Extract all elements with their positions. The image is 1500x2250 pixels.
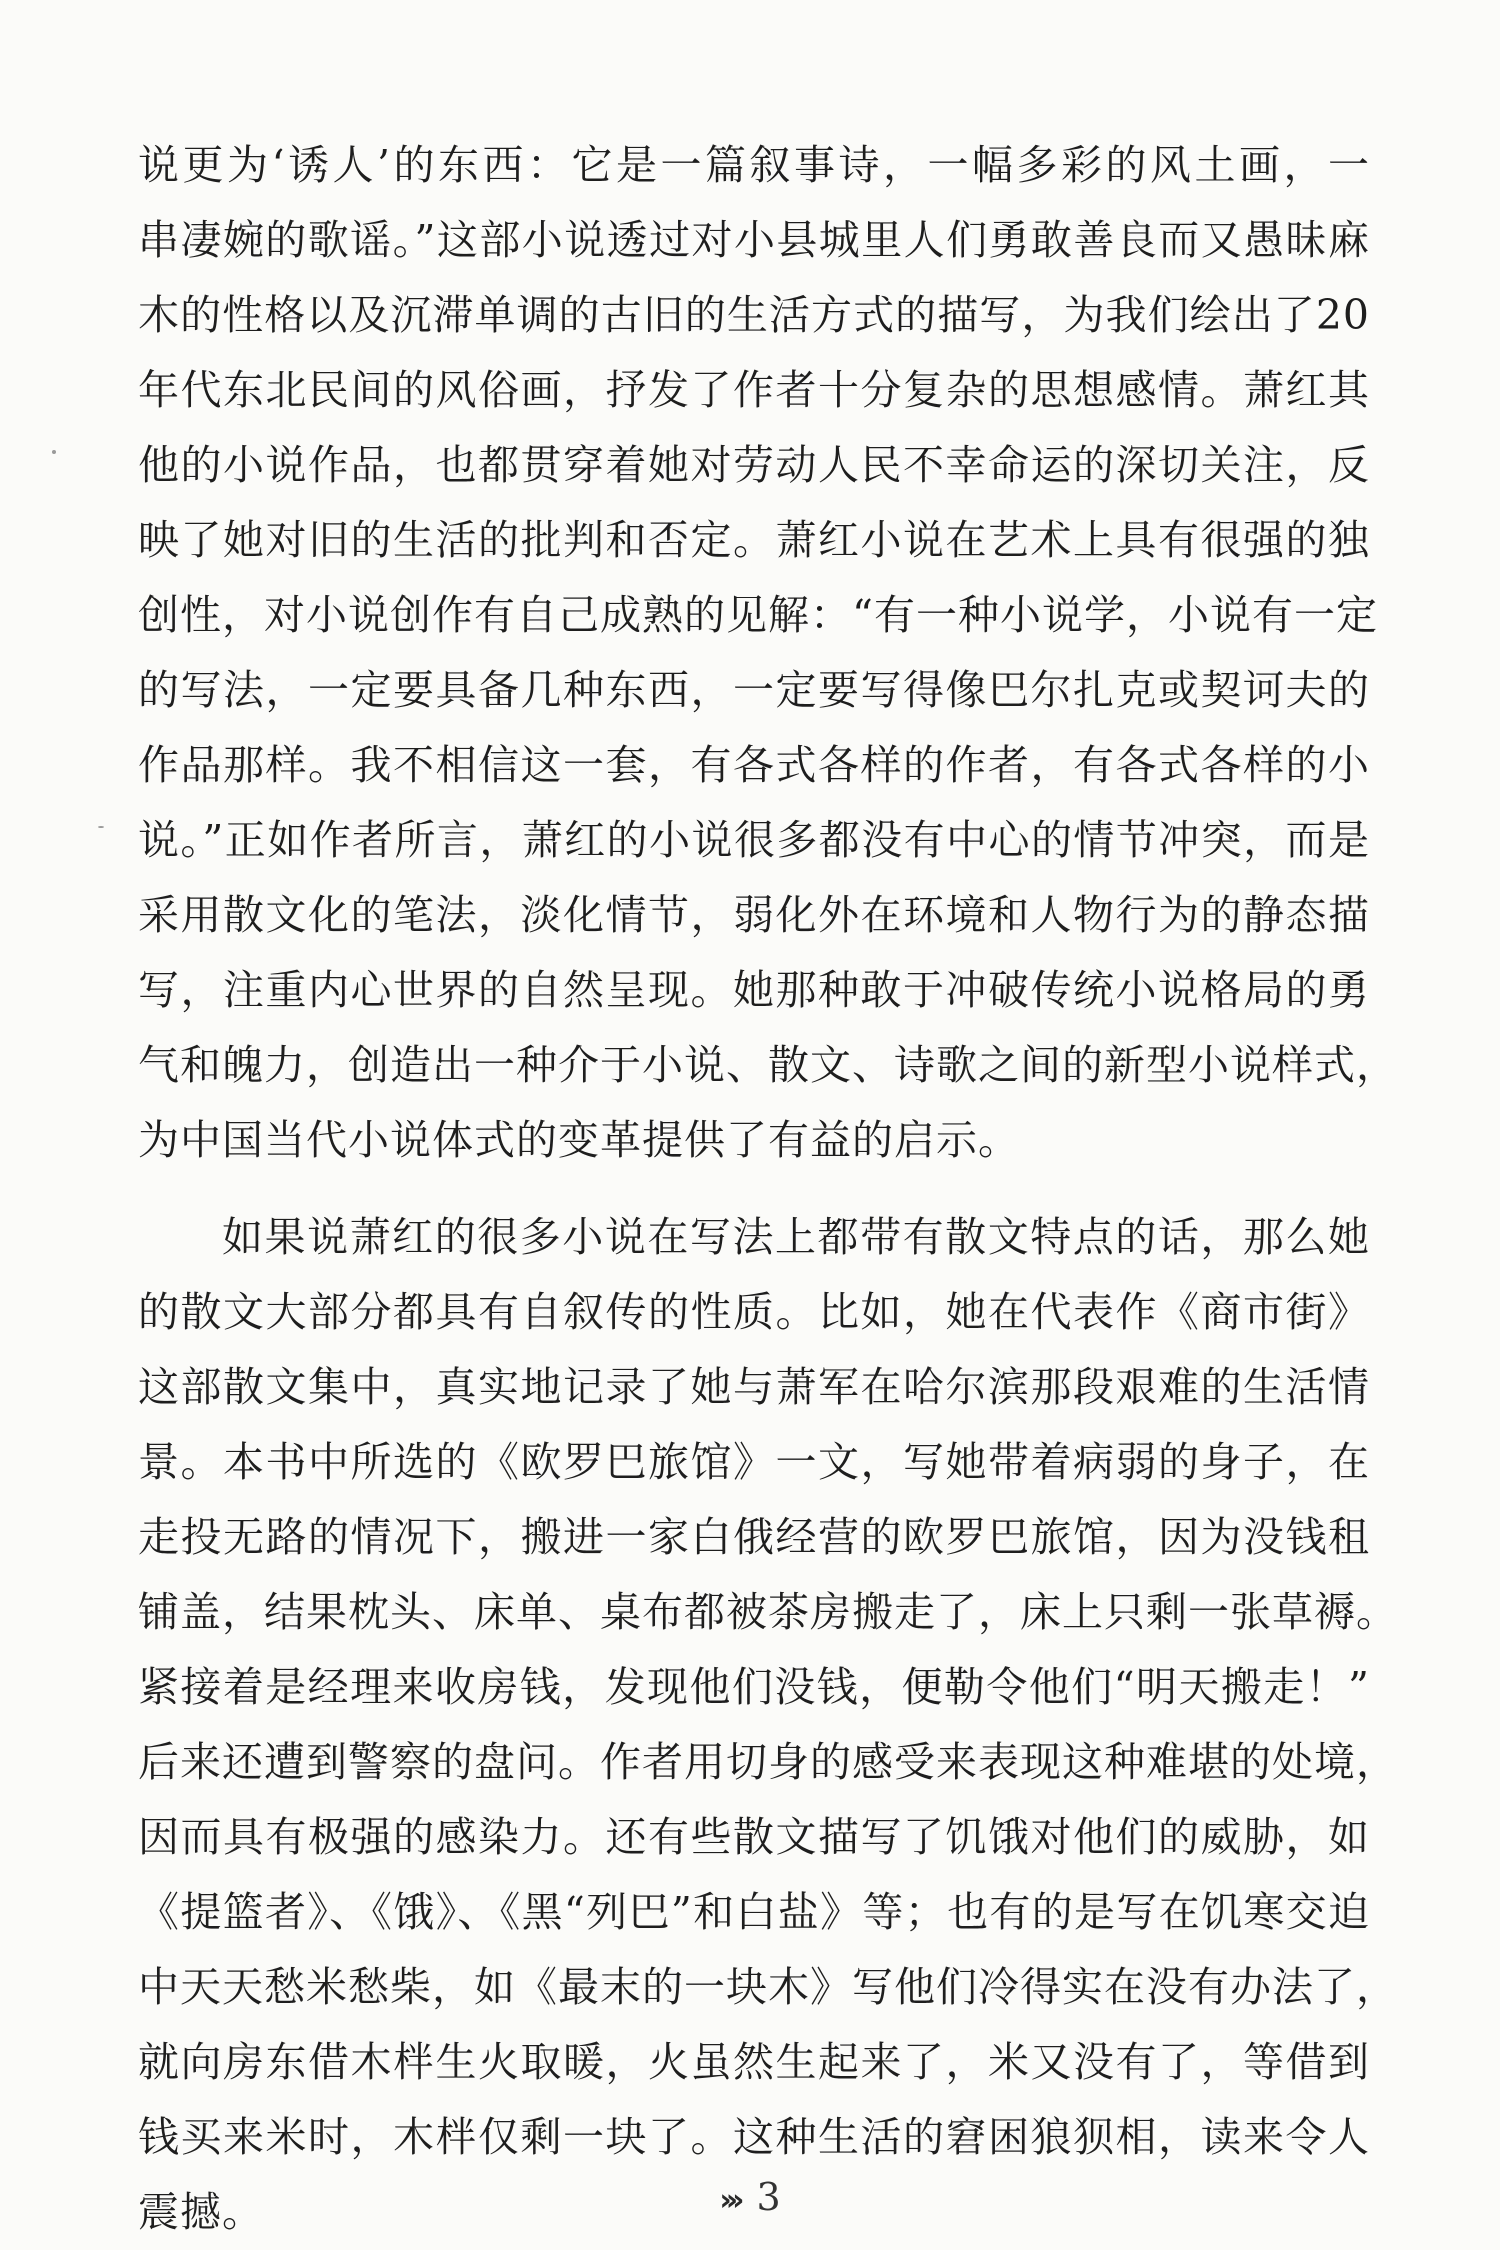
text-line: 这部散文集中，真实地记录了她与萧军在哈尔滨那段艰难的生活情 — [138, 1363, 1370, 1411]
text-line: 就向房东借木柈生火取暖，火虽然生起来了，米又没有了，等借到 — [138, 2038, 1370, 2086]
page-footer — [0, 2175, 1500, 2219]
text-line: 景。本书中所选的《欧罗巴旅馆》一文，写她带着病弱的身子，在 — [138, 1438, 1370, 1486]
text-line: 因而具有极强的感染力。还有些散文描写了饥饿对他们的威胁，如 — [138, 1813, 1370, 1861]
text-line: 说更为‘诱人’的东西：它是一篇叙事诗，一幅多彩的风土画，一 — [138, 141, 1370, 189]
paragraph-gap — [138, 1178, 1370, 1200]
page-chevron-icon: ››› — [719, 2183, 739, 2218]
text-line: 《提篮者》、《饿》、《黑“列巴”和白盐》等；也有的是写在饥寒交迫 — [138, 1888, 1370, 1936]
text-line: 创性，对小说创作有自己成熟的见解：“有一种小说学，小说有一定 — [138, 591, 1378, 639]
paragraph-1 — [138, 128, 1398, 1178]
paragraph-2 — [138, 1200, 1398, 2250]
text-line: 气和魄力，创造出一种介于小说、散文、诗歌之间的新型小说样式， — [138, 1041, 1398, 1089]
text-line: 为中国当代小说体式的变革提供了有益的启示。 — [138, 1116, 1020, 1164]
text-line: 中天天愁米愁柴，如《最末的一块木》写他们冷得实在没有办法了， — [138, 1963, 1398, 2011]
text-line: 走投无路的情况下，搬进一家白俄经营的欧罗巴旅馆，因为没钱租 — [138, 1513, 1370, 1561]
scan-speck — [52, 450, 56, 454]
text-line: 映了她对旧的生活的批判和否定。萧红小说在艺术上具有很强的独 — [138, 516, 1370, 564]
text-line: 木的性格以及沉滞单调的古旧的生活方式的描写，为我们绘出了20 — [138, 291, 1370, 339]
text-line: 的写法，一定要具备几种东西，一定要写得像巴尔扎克或契诃夫的 — [138, 666, 1370, 714]
text-line: 震撼。 — [138, 2188, 264, 2236]
text-line: 串凄婉的歌谣。”这部小说透过对小县城里人们勇敢善良而又愚昧麻 — [138, 216, 1370, 264]
text-line: 铺盖，结果枕头、床单、桌布都被茶房搬走了，床上只剩一张草褥。 — [138, 1588, 1398, 1636]
text-line: 如果说萧红的很多小说在写法上都带有散文特点的话，那么她 — [222, 1213, 1370, 1261]
text-line: 年代东北民间的风俗画，抒发了作者十分复杂的思想感情。萧红其 — [138, 366, 1370, 414]
text-line: 作品那样。我不相信这一套，有各式各样的作者，有各式各样的小 — [138, 741, 1370, 789]
text-line: 紧接着是经理来收房钱，发现他们没钱，便勒令他们“明天搬走！” — [138, 1663, 1370, 1711]
body-text — [138, 128, 1398, 2250]
text-line: 的散文大部分都具有自叙传的性质。比如，她在代表作《商市街》 — [138, 1288, 1370, 1336]
text-line: 他的小说作品，也都贯穿着她对劳动人民不幸命运的深切关注，反 — [138, 441, 1370, 489]
text-line: 钱买来米时，木柈仅剩一块了。这种生活的窘困狼狈相，读来令人 — [138, 2113, 1370, 2161]
page-number: 3 — [756, 2175, 781, 2219]
text-line: 说。”正如作者所言，萧红的小说很多都没有中心的情节冲突，而是 — [138, 816, 1370, 864]
text-line: 采用散文化的笔法，淡化情节，弱化外在环境和人物行为的静态描 — [138, 891, 1370, 939]
text-line: 后来还遭到警察的盘问。作者用切身的感受来表现这种难堪的处境， — [138, 1738, 1398, 1786]
scan-speck — [98, 826, 104, 828]
text-line: 写，注重内心世界的自然呈现。她那种敢于冲破传统小说格局的勇 — [138, 966, 1370, 1014]
